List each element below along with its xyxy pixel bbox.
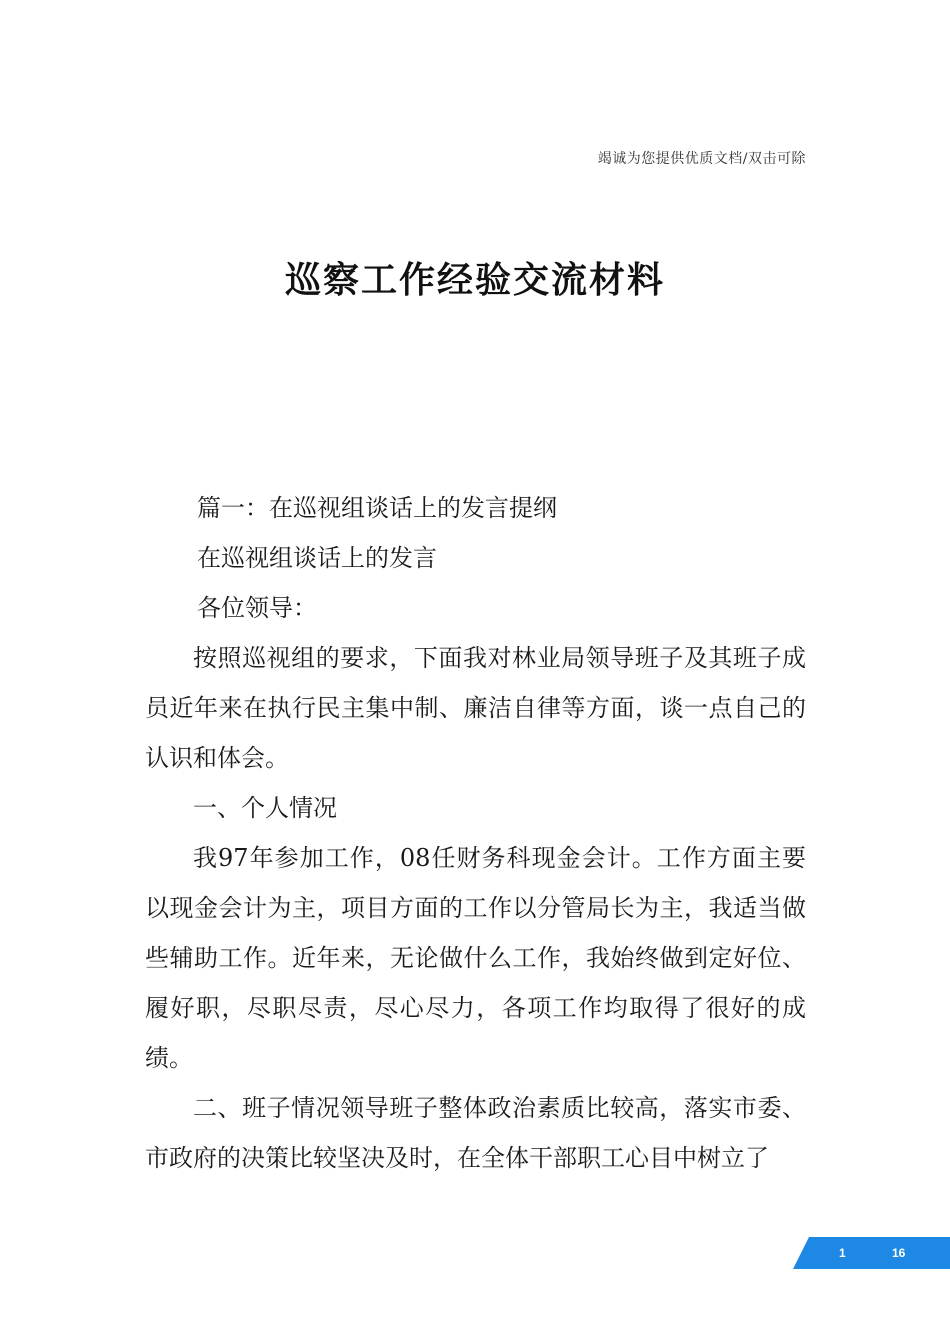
footer-band-shape [793, 1237, 950, 1269]
body-paragraph: 二、班子情况领导班子整体政治素质比较高，落实市委、市政府的决策比较坚决及时，在全体干部职工心目中树立了 [145, 1094, 806, 1172]
body-paragraph: 按照巡视组的要求，下面我对林业局领导班子及其班子成员近年来在执行民主集中制、廉洁自律等方面，谈一点自己的认识和体会。 [145, 644, 806, 772]
body-paragraph: 我97年参加工作，08任财务科现金会计。工作方面主要以现金会计为主，项目方面的工作以分管局长为主，我适当做些辅助工作。近年来，无论做什么工作，我始终做到定好位、履好职，尽职尽责，尽心尽力，各项工作均取得了很好的成绩。 [145, 844, 806, 1072]
subsection-heading: 一、个人情况 [193, 794, 337, 822]
page-footer-band [793, 1237, 950, 1269]
document-body [145, 483, 806, 1183]
section-heading: 篇一：在巡视组谈话上的发言提纲 [197, 494, 557, 522]
salutation: 各位领导： [197, 594, 317, 622]
page-total: 16 [892, 1246, 906, 1260]
header-note: 竭诚为您提供优质文档/双击可除 [597, 151, 806, 167]
document-title: 巡察工作经验交流材料 [284, 260, 665, 301]
speech-title: 在巡视组谈话上的发言 [197, 544, 437, 572]
page-number: 1 [839, 1246, 846, 1260]
